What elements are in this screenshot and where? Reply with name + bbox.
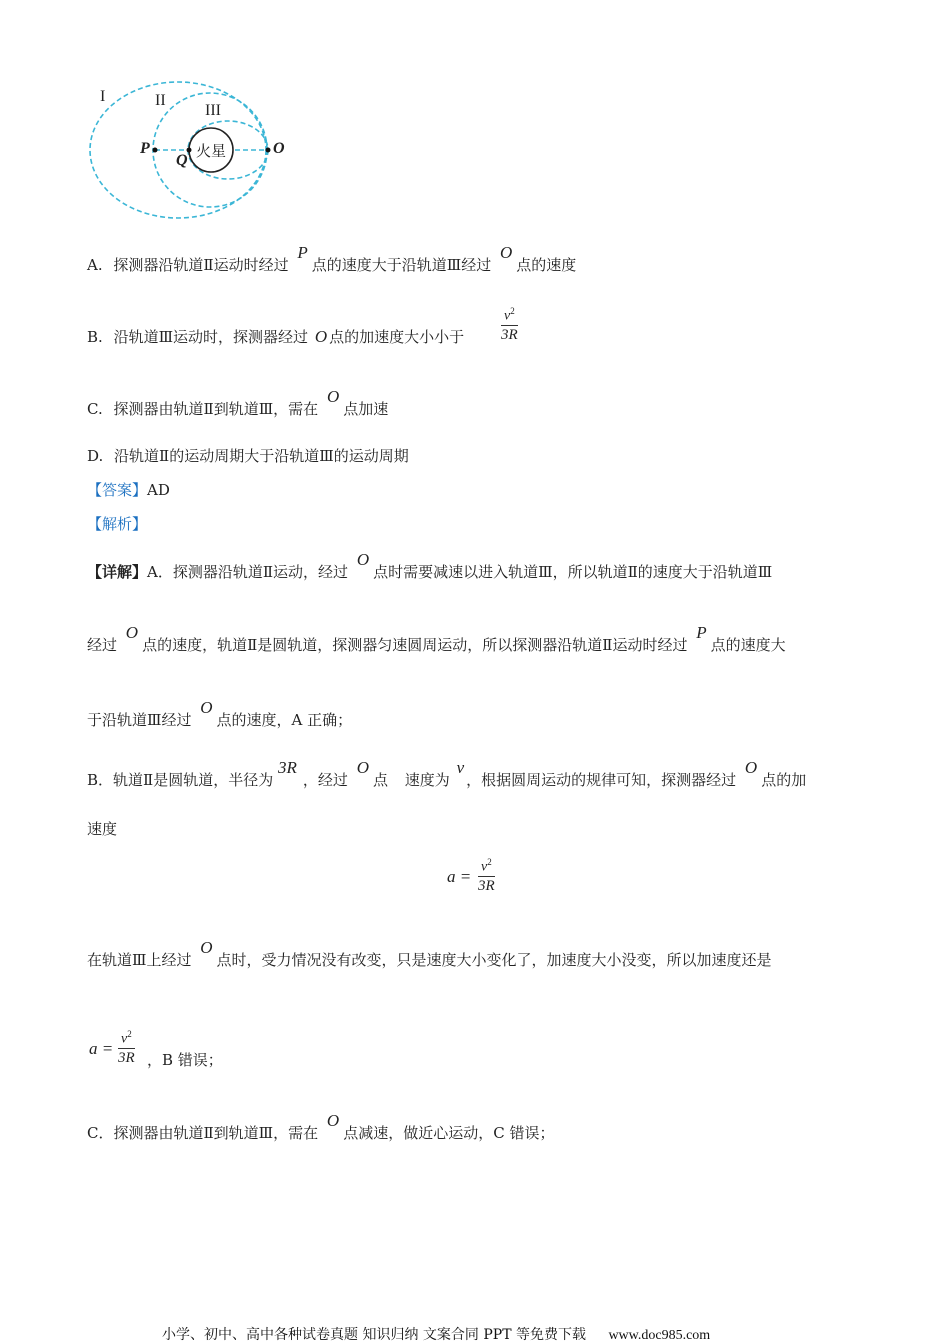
detail-b-line-4-text: ，B 错误； — [147, 1051, 223, 1069]
detail-a3-var-1: O — [200, 698, 213, 717]
detail-b1-text-6: 点的加 — [761, 771, 807, 789]
detail-a1-text-2: 点时需要减速以进入轨道Ⅲ，所以轨道Ⅱ的速度大于沿轨道Ⅲ — [373, 563, 773, 581]
equation-fraction: $v^2$ 3R — [478, 857, 495, 894]
option-b-var-1: O — [314, 327, 328, 346]
detail-b1-text-4: 速度为 — [404, 771, 450, 789]
point-q-label: Q — [176, 152, 188, 169]
option-b-text-1: 沿轨道Ⅲ运动时，探测器经过 — [113, 328, 309, 346]
orbit-2-label: II — [155, 92, 166, 109]
detail-a2-text-2: 点的速度，轨道Ⅱ是圆轨道，探测器匀速圆周运动，所以探测器沿轨道Ⅱ运动时经过 — [142, 636, 688, 654]
equation-denominator: 3R — [478, 877, 495, 894]
detail-b1-var-1: 3R — [278, 758, 297, 777]
footer-url[interactable]: www.doc985.com — [608, 1328, 711, 1343]
detail-b1-text-2: ，经过 — [302, 771, 348, 789]
detail-b1-var-2: O — [356, 758, 369, 777]
detail-a2-text-3: 点的速度大 — [710, 636, 786, 654]
answer-value: AD — [147, 481, 170, 499]
option-c-text-1: 探测器由轨道Ⅱ到轨道Ⅲ，需在 — [113, 400, 319, 418]
option-a-prefix: A. — [87, 256, 103, 274]
answer-label: 【答案】 — [87, 481, 148, 499]
detail-b1-text-3: 点 — [372, 771, 388, 789]
option-c-text-2: 点加速 — [343, 400, 389, 418]
option-a-text-1: 探测器沿轨道Ⅱ运动时经过 — [113, 256, 289, 274]
detail-label: 【详解】 — [87, 563, 148, 581]
detail-a3-text-2: 点的速度，A 正确； — [216, 711, 353, 729]
option-b — [87, 326, 464, 347]
equation-numerator: v — [480, 859, 488, 875]
detail-a2-var-1: O — [125, 623, 139, 642]
detail-a-line-1 — [87, 550, 773, 582]
option-b-fraction: $v^2$ 3R — [501, 306, 518, 343]
option-a-var-2: O — [500, 243, 513, 262]
detail-b1-var-3: v — [456, 758, 465, 777]
detail-a3-text-1: 于沿轨道Ⅲ经过 — [87, 711, 192, 729]
detail-b-line-2: 速度 — [87, 820, 118, 838]
detail-b3-text-2: 点时，受力情况没有改变，只是速度大小变化了，加速度大小没变，所以加速度还是 — [216, 951, 772, 969]
detail-a1-var-1: O — [356, 550, 370, 569]
detail-c-line — [87, 1111, 555, 1143]
detail-c-var-1: O — [326, 1111, 340, 1130]
detail-b4-numerator: v — [120, 1031, 128, 1047]
option-a-text-3: 点的速度 — [516, 256, 577, 274]
detail-b-line-4-lhs: a = — [89, 1039, 114, 1058]
detail-b4-denominator: 3R — [118, 1049, 135, 1066]
point-p-dot — [153, 148, 158, 153]
detail-a2-text-1: 经过 — [87, 636, 118, 654]
detail-a-line-2 — [87, 623, 786, 655]
option-d-text-1: 沿轨道Ⅱ的运动周期大于沿轨道Ⅲ的运动周期 — [114, 447, 409, 465]
option-c — [87, 387, 389, 419]
detail-b1-var-4: O — [744, 758, 758, 777]
option-b-prefix: B. — [87, 328, 103, 346]
option-b-fraction-numerator: v — [503, 308, 511, 324]
detail-a1-text-1: A．探测器沿轨道Ⅱ运动，经过 — [147, 563, 349, 581]
analysis-label: 【解析】 — [87, 515, 148, 533]
point-p-label: P — [140, 140, 150, 157]
orbit-1-label: I — [100, 88, 106, 105]
answer-line — [87, 479, 170, 500]
planet-label: 火星 — [196, 142, 227, 160]
detail-c-text-1: C．探测器由轨道Ⅱ到轨道Ⅲ，需在 — [87, 1124, 319, 1142]
orbit-3-label: III — [205, 102, 221, 119]
detail-b-line-3 — [87, 938, 772, 970]
detail-b3-text-1: 在轨道Ⅲ上经过 — [87, 951, 192, 969]
orbit-diagram — [80, 80, 300, 230]
detail-b1-text-1: B．轨道Ⅱ是圆轨道，半径为 — [87, 771, 274, 789]
footer — [162, 1324, 710, 1344]
option-b-text-2: 点的加速度大小小于 — [329, 328, 465, 346]
option-d — [87, 445, 409, 466]
detail-a-line-3 — [87, 698, 353, 730]
point-o-dot — [266, 148, 271, 153]
detail-b-line-4-fraction: $v^2$ 3R — [118, 1029, 135, 1066]
option-a — [87, 243, 577, 275]
detail-c-text-2: 点减速，做近心运动，C 错误； — [343, 1124, 555, 1142]
equation-lhs: a = — [447, 867, 472, 886]
detail-a2-var-2: P — [696, 623, 707, 642]
option-c-prefix: C. — [87, 400, 103, 418]
detail-b3-var-1: O — [200, 938, 213, 957]
option-b-fraction-denominator: 3R — [501, 326, 518, 343]
option-d-prefix: D. — [87, 447, 104, 465]
option-c-var-1: O — [326, 387, 340, 406]
detail-b-line-1 — [87, 758, 807, 790]
point-o-label: O — [273, 140, 285, 157]
detail-b1-text-5: ，根据圆周运动的规律可知，探测器经过 — [466, 771, 737, 789]
footer-text: 小学、初中、高中各种试卷真题 知识归纳 文案合同 PPT 等免费下载 — [162, 1327, 586, 1343]
option-a-var-1: P — [297, 243, 308, 262]
option-a-text-2: 点的速度大于沿轨道Ⅲ经过 — [311, 256, 492, 274]
